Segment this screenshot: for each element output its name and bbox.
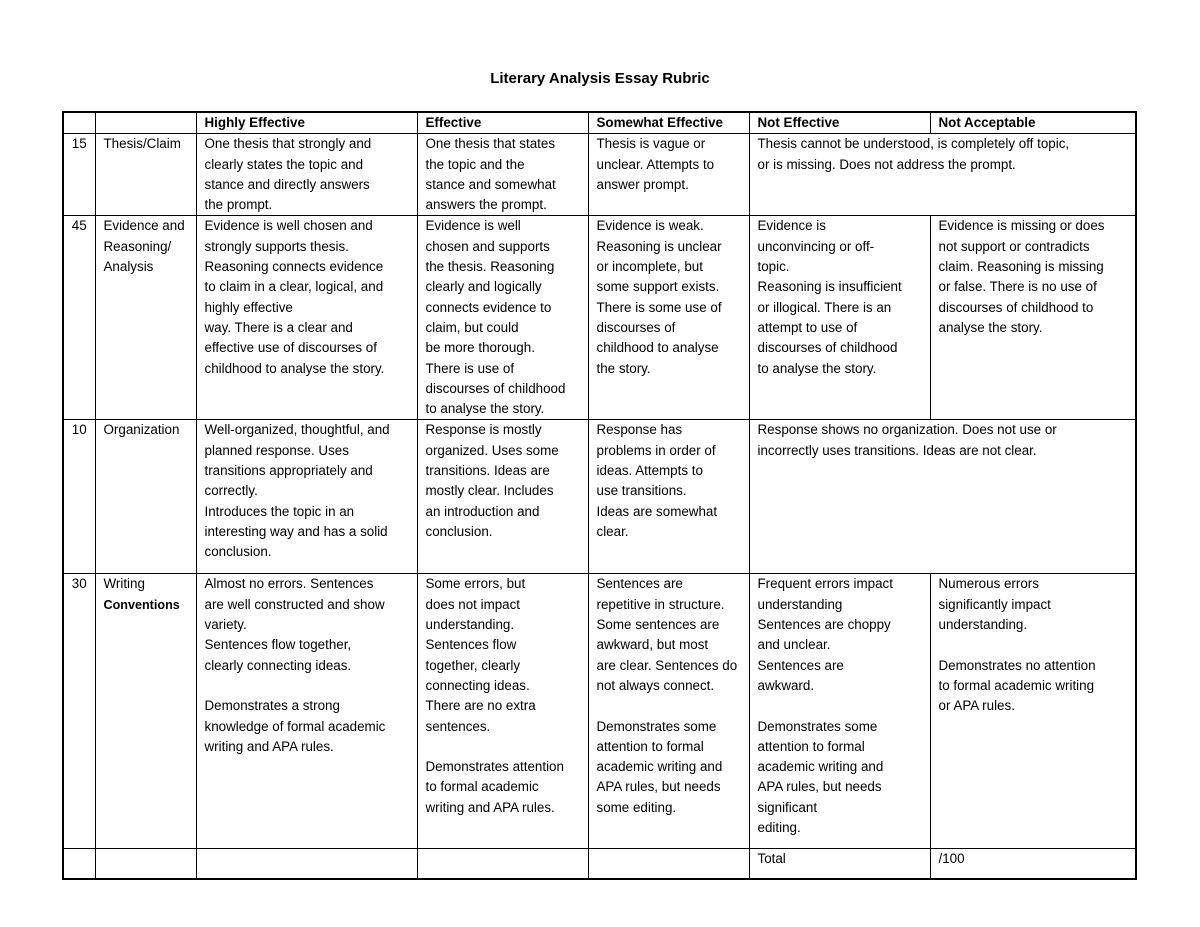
header-row — [63, 112, 1136, 134]
cell-not-effective: Evidence is unconvincing or off- topic. Reasoning is insufficient or illogical. There is an attempt to use of discourses of childhood to analyse the story. — [749, 216, 930, 420]
rubric-table — [62, 111, 1137, 880]
total-value: /100 — [930, 849, 1136, 879]
cell-not-acceptable: Numerous errors significantly impact understanding. Demonstrates no attention to formal academic writing or APA rules. — [930, 574, 1136, 849]
table-row-writing — [63, 574, 1136, 849]
cell-somewhat-effective: Sentences are repetitive in structure. Some sentences are awkward, but most are clear. Sentences do not always connect. Demonstrates some attention to formal academic writing and APA rules, but needs some editing. — [588, 574, 749, 849]
header-not-effective: Not Effective — [749, 112, 930, 134]
empty-cell — [63, 849, 95, 879]
cell-highly-effective: Well-organized, thoughtful, and planned response. Uses transitions appropriately and correctly. Introduces the topic in an interesting way and has a solid conclusion. — [196, 420, 417, 574]
cell-somewhat-effective: Thesis is vague or unclear. Attempts to answer prompt. — [588, 134, 749, 216]
page-title: Literary Analysis Essay Rubric — [490, 70, 710, 87]
row-points: 45 — [63, 216, 95, 420]
total-label: Total — [749, 849, 930, 879]
row-criterion — [95, 574, 196, 849]
table-row-total — [63, 849, 1136, 879]
cell-not-acceptable: Evidence is missing or does not support or contradicts claim. Reasoning is missing or false. There is no use of discourses of childhood to analyse the story. — [930, 216, 1136, 420]
header-criterion — [95, 112, 196, 134]
cell-not-effective-acceptable: Thesis cannot be understood, is completely off topic, or is missing. Does not address the prompt. — [749, 134, 1136, 216]
cell-effective: Some errors, but does not impact understanding. Sentences flow together, clearly connecting ideas. There are no extra sentences. Demonstrates attention to formal academic writing and APA rules. — [417, 574, 588, 849]
empty-cell — [196, 849, 417, 879]
header-somewhat-effective: Somewhat Effective — [588, 112, 749, 134]
cell-effective: Evidence is well chosen and supports the thesis. Reasoning clearly and logically connects evidence to claim, but could be more thorough. There is use of discourses of childhood to analyse the story. — [417, 216, 588, 420]
cell-somewhat-effective: Evidence is weak. Reasoning is unclear or incomplete, but some support exists. There is some use of discourses of childhood to analyse the story. — [588, 216, 749, 420]
cell-effective: Response is mostly organized. Uses some transitions. Ideas are mostly clear. Includes an introduction and conclusion. — [417, 420, 588, 574]
table-row-organization — [63, 420, 1136, 574]
header-not-acceptable: Not Acceptable — [930, 112, 1136, 134]
row-points: 30 — [63, 574, 95, 849]
row-points: 10 — [63, 420, 95, 574]
empty-cell — [417, 849, 588, 879]
cell-effective: One thesis that states the topic and the stance and somewhat answers the prompt. — [417, 134, 588, 216]
empty-cell — [95, 849, 196, 879]
criterion-main: Writing — [103, 576, 145, 592]
cell-highly-effective: One thesis that strongly and clearly states the topic and stance and directly answers the prompt. — [196, 134, 417, 216]
row-criterion: Thesis/Claim — [95, 134, 196, 216]
header-points — [63, 112, 95, 134]
cell-highly-effective: Evidence is well chosen and strongly supports thesis. Reasoning connects evidence to claim in a clear, logical, and highly effective way. There is a clear and effective use of discourses of childhood to analyse the story. — [196, 216, 417, 420]
row-points: 15 — [63, 134, 95, 216]
header-effective: Effective — [417, 112, 588, 134]
cell-not-effective-acceptable: Response shows no organization. Does not use or incorrectly uses transitions. Ideas are not clear. — [749, 420, 1136, 574]
header-highly-effective: Highly Effective — [196, 112, 417, 134]
row-criterion: Evidence and Reasoning/ Analysis — [95, 216, 196, 420]
row-criterion: Organization — [95, 420, 196, 574]
criterion-sub: Conventions — [103, 597, 180, 612]
cell-not-effective: Frequent errors impact understanding Sentences are choppy and unclear. Sentences are awkward. Demonstrates some attention to formal academic writing and APA rules, but needs significant editing. — [749, 574, 930, 849]
table-row-evidence — [63, 216, 1136, 420]
cell-highly-effective: Almost no errors. Sentences are well constructed and show variety. Sentences flow together, clearly connecting ideas. Demonstrates a strong knowledge of formal academic writing and APA rules. — [196, 574, 417, 849]
empty-cell — [588, 849, 749, 879]
table-row-thesis — [63, 134, 1136, 216]
cell-somewhat-effective: Response has problems in order of ideas. Attempts to use transitions. Ideas are somewhat clear. — [588, 420, 749, 574]
